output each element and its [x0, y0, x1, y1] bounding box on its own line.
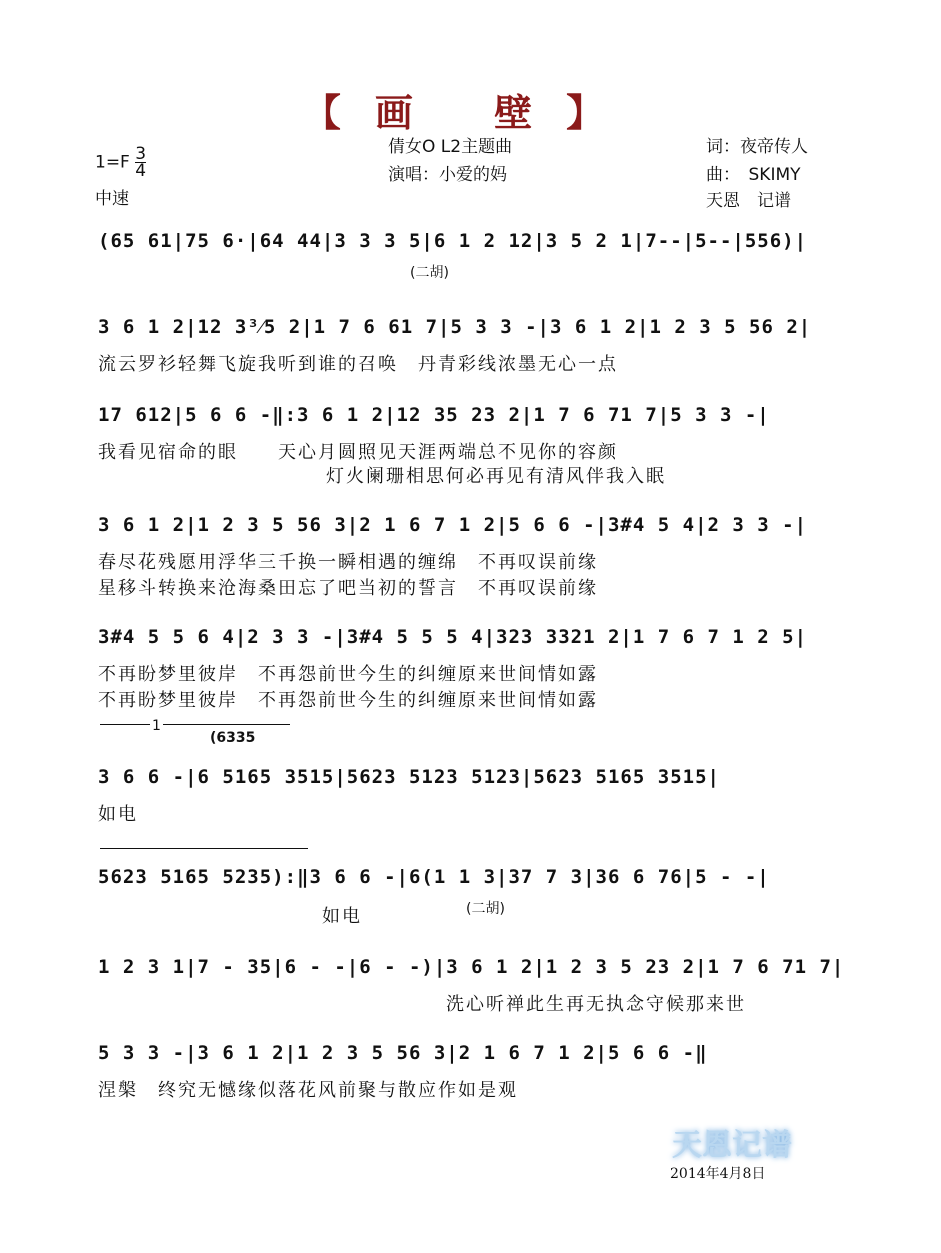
time-signature — [135, 146, 146, 179]
instrument-note-1: (二胡) — [410, 265, 449, 281]
page-title: 【画 壁】 — [302, 90, 639, 135]
time-bottom: 4 — [135, 161, 147, 181]
lyric-line-4a: 春尽花残愿用浮华三千换一瞬相遇的缠绵 不再叹误前缘 — [98, 552, 598, 573]
score-line-9: 5 3 3 -|3 6 1 2|1 2 3 5 56 3|2 1 6 7 1 2|5 6 6 -‖ — [98, 1042, 708, 1064]
score-line-1: (65 61|75 6·|64 44|3 3 3 5|6 1 2 12|3 5 2 1|7--|5--|556)| — [98, 230, 808, 252]
score-line-8: 1 2 3 1|7 - 35|6 - -|6 - -)|3 6 1 2|1 2 3 5 23 2|1 7 6 71 7| — [98, 956, 845, 978]
volta-bracket-1 — [100, 724, 290, 725]
lyric-line-9: 涅槃 终究无憾缘似落花风前聚与散应作如是观 — [98, 1080, 518, 1101]
date-stamp: 2014年4月8日 — [670, 1166, 766, 1182]
volta-number: 1 — [152, 718, 161, 734]
instrument-note-2: (二胡) — [466, 901, 505, 917]
tempo: 中速 — [95, 189, 129, 209]
time-top: 3 — [135, 144, 147, 164]
lyricist: 词：夜帝传人 — [706, 137, 808, 157]
lyric-line-2: 流云罗衫轻舞飞旋我听到谁的召唤 丹青彩线浓墨无心一点 — [98, 354, 618, 375]
score-line-5: 3#4 5 5 6 4|2 3 3 -|3#4 5 5 5 4|323 3321 2|1 7 6 7 1 2 5| — [98, 626, 808, 648]
lyric-line-5a: 不再盼梦里彼岸 不再怨前世今生的纠缠原来世间情如露 — [98, 664, 598, 685]
composer: 曲： SKIMY — [706, 165, 801, 185]
small-notes: (6335 — [210, 730, 256, 746]
score-line-7: 5623 5165 5235):‖3 6 6 -|6(1 1 3|37 7 3|36 6 76|5 - -| — [98, 866, 770, 888]
lyric-line-8: 洗心听禅此生再无执念守候那来世 — [446, 994, 746, 1015]
score-line-6: 3 6 6 -|6 5165 3515|5623 5123 5123|5623 5165 3515| — [98, 766, 720, 788]
score-line-2: 3 6 1 2|12 3³⁄5 2|1 7 6 61 7|5 3 3 -|3 6 1 2|1 2 3 5 56 2| — [98, 316, 812, 338]
lyric-line-3b: 灯火阑珊相思何必再见有清风伴我入眠 — [326, 466, 666, 487]
key-label: 1=F — [95, 152, 130, 173]
score-line-3: 17 612|5 6 6 -‖:3 6 1 2|12 35 23 2|1 7 6 71 7|5 3 3 -| — [98, 404, 770, 426]
lyric-line-5b: 不再盼梦里彼岸 不再怨前世今生的纠缠原来世间情如露 — [98, 690, 598, 711]
volta-bracket-2 — [100, 848, 308, 849]
lyric-line-6: 如电 — [98, 804, 138, 825]
key-signature — [95, 146, 146, 179]
lyric-line-7: 如电 — [322, 906, 362, 927]
subtitle: 倩女O L2主题曲 — [388, 137, 513, 157]
lyric-line-4b: 星移斗转换来沧海桑田忘了吧当初的誓言 不再叹误前缘 — [98, 578, 598, 599]
singer: 演唱：小爱的妈 — [388, 165, 507, 185]
transcriber: 天恩 记谱 — [706, 191, 791, 211]
score-line-4: 3 6 1 2|1 2 3 5 56 3|2 1 6 7 1 2|5 6 6 -|3#4 5 4|2 3 3 -| — [98, 514, 808, 536]
watermark: 天恩记谱 — [672, 1128, 792, 1163]
lyric-line-3a: 我看见宿命的眼 天心月圆照见天涯两端总不见你的容颜 — [98, 442, 618, 463]
